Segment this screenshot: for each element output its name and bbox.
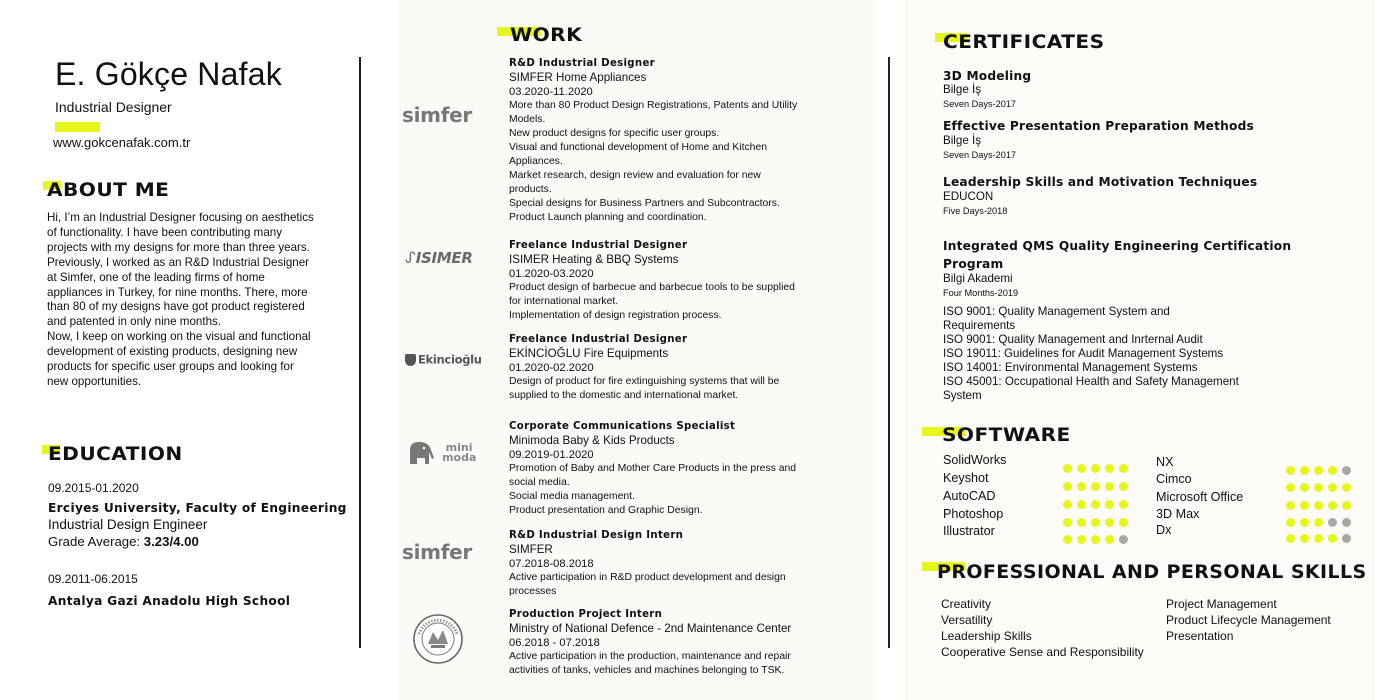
software-name: 3D Max (1156, 507, 1200, 521)
rating-dot-filled (1286, 534, 1295, 543)
software-row (1156, 507, 1199, 521)
about-line: and patented in only nine months. (47, 315, 222, 329)
certificate-detail-line: System (943, 389, 982, 402)
skills-list-right (1166, 596, 1331, 644)
job-description-line: Special designs for Business Partners and Subcontractors. (509, 198, 780, 209)
education-school: Erciyes University, Faculty of Engineering (48, 501, 347, 515)
job-description-line: Promotion of Baby and Mother Care Products in the press and (509, 463, 797, 474)
certificate-title-line: Integrated QMS Quality Engineering Certification (943, 239, 1292, 253)
skill-item: Leadership Skills (941, 629, 1032, 643)
work-entry (509, 608, 791, 678)
job-description-line: Models. (509, 114, 546, 125)
job-description-line: Implementation of design registration process. (509, 310, 722, 321)
work-entry (509, 239, 795, 323)
rating-dot-filled (1286, 466, 1295, 475)
rating-dot-filled (1314, 466, 1323, 475)
isimer-logo (405, 248, 473, 267)
rating-dot-empty (1342, 518, 1351, 527)
job-company: SIMFER (509, 543, 553, 556)
job-title: R&D Industrial Designer (509, 58, 655, 69)
rating-dot-filled (1286, 501, 1295, 510)
about-line: than 80 of my designs have got product registered (47, 300, 305, 314)
job-title: Freelance Industrial Designer (509, 334, 688, 345)
software-name: Microsoft Office (1156, 490, 1244, 504)
certificate-detail-line: Requirements (943, 319, 1016, 332)
rating-dot-filled (1119, 464, 1128, 473)
software-row (943, 507, 1003, 521)
job-dates: 01.2020-02.2020 (509, 362, 594, 374)
flame-icon: ᔑ (405, 249, 416, 267)
about-line: appliances in Turkey, for nine months. There, more (47, 285, 308, 299)
rating-dot-filled (1091, 500, 1100, 509)
job-description-line: activities of tanks, vehicles and machines belonging to TSK. (509, 665, 785, 676)
website-link[interactable]: www.gokcenafak.com.tr (53, 135, 191, 150)
software-name: SolidWorks (943, 453, 1007, 467)
isimer-logo-text: ISIMER (415, 249, 473, 267)
software-row (943, 524, 995, 538)
grade-label: Grade Average: (48, 534, 144, 549)
rating-dot-filled (1314, 501, 1323, 510)
certificate-title: 3D Modeling (943, 69, 1032, 83)
rating-dot-filled (1328, 534, 1337, 543)
rating-dot-filled (1063, 500, 1072, 509)
about-line: development of existing products, designing new (47, 345, 298, 359)
job-dates: 01.2020-03.2020 (509, 268, 594, 280)
rating-dot-filled (1300, 501, 1309, 510)
about-heading: ABOUT ME (47, 179, 170, 201)
rating-dot-empty (1342, 534, 1351, 543)
job-description-line: Product design of barbecue and barbecue tools to be supplied (509, 282, 795, 293)
software-row (943, 471, 989, 485)
column-divider (359, 57, 361, 648)
skill-item: Project Management (1166, 597, 1277, 611)
job-description-line: Appliances. (509, 156, 563, 167)
job-description-line: products. (509, 184, 552, 195)
job-title: Corporate Communications Specialist (509, 421, 736, 432)
rating-dot-filled (1077, 535, 1086, 544)
rating-dot-filled (1328, 501, 1337, 510)
skill-item: Presentation (1166, 629, 1234, 643)
about-line: Hi, I’m an Industrial Designer focusing on aesthetics (47, 211, 314, 224)
certificate-detail-line: ISO 45001: Occupational Health and Safety Management (943, 375, 1239, 388)
certificate-duration: Seven Days-2017 (943, 99, 1017, 109)
certificate-title (943, 237, 1291, 273)
certificate-details (943, 305, 1239, 403)
skill-rating (1063, 458, 1133, 477)
software-row (1156, 455, 1174, 469)
certificate-detail-line: ISO 14001: Environmental Management Systems (943, 361, 1198, 374)
job-description-line: Product presentation and Graphic Design. (509, 505, 703, 516)
software-name: AutoCAD (943, 489, 996, 503)
rating-dot-empty (1119, 535, 1128, 544)
skill-rating (1286, 477, 1356, 496)
skill-rating (1286, 528, 1356, 547)
certificate-detail-line: ISO 9001: Quality Management System and (943, 305, 1170, 318)
certificate-title-line: Program (943, 257, 1004, 271)
job-description-line: Market research, design review and evaluation for new (509, 170, 761, 181)
job-description-line: Active participation in the production, maintenance and repair (509, 651, 791, 662)
skill-item: Creativity (941, 597, 992, 611)
accent-mark-name (55, 122, 100, 132)
education-grade (48, 534, 199, 549)
minimoda-logo (407, 440, 476, 466)
rating-dot-filled (1119, 482, 1128, 491)
profile-name: E. Gökçe Nafak (55, 56, 282, 92)
software-name: NX (1156, 455, 1174, 469)
minimoda-logo-text: mini moda (442, 441, 477, 464)
ekincioglu-logo (405, 349, 482, 368)
software-row (1156, 472, 1192, 486)
job-company: SIMFER Home Appliances (509, 71, 647, 84)
rating-dot-filled (1342, 483, 1351, 492)
about-line: of functionality. I have been contributing many (47, 225, 283, 239)
education-school: Antalya Gazi Anadolu High School (48, 594, 291, 608)
rating-dot-filled (1300, 483, 1309, 492)
rating-dot-filled (1300, 466, 1309, 475)
skill-item: Product Lifecycle Management (1166, 613, 1331, 627)
rating-dot-filled (1077, 464, 1086, 473)
certificate-duration: Seven Days-2017 (943, 150, 1017, 160)
ekincioglu-logo-text: Ekincioğlu (418, 352, 482, 367)
rating-dot-filled (1286, 518, 1295, 527)
rating-dot-filled (1300, 534, 1309, 543)
rating-dot-filled (1077, 500, 1086, 509)
rating-dot-filled (1063, 464, 1072, 473)
education-degree: Industrial Design Engineer (48, 517, 208, 532)
skill-rating (1063, 529, 1133, 548)
job-company: Ministry of National Defence - 2nd Maintenance Center (509, 622, 792, 635)
about-text (47, 211, 347, 390)
software-row (1156, 523, 1171, 537)
rating-dot-empty (1328, 518, 1337, 527)
job-description-line: for international market. (509, 296, 619, 307)
job-description-line: Social media management. (509, 491, 635, 502)
rating-dot-filled (1063, 535, 1072, 544)
certificate-detail-line: ISO 9001: Quality Management and Inrternal Audit (943, 333, 1203, 346)
skills-list-left (941, 596, 1144, 660)
job-title: R&D Industrial Design Intern (509, 530, 684, 541)
job-dates: 07.2018-08.2018 (509, 558, 594, 570)
software-heading: SOFTWARE (942, 424, 1071, 446)
certificate-issuer: Bilge İş (943, 134, 982, 147)
ministry-seal-logo (413, 614, 463, 664)
rating-dot-filled (1091, 535, 1100, 544)
rating-dot-filled (1105, 518, 1114, 527)
simfer-logo: simfer (402, 103, 472, 127)
simfer-logo: simfer (402, 540, 472, 564)
software-name: Photoshop (943, 507, 1004, 521)
grade-value: 3.23/4.00 (143, 534, 199, 549)
rating-dot-filled (1286, 483, 1295, 492)
job-title: Production Project Intern (509, 609, 663, 620)
software-name: Dx (1156, 523, 1172, 537)
rating-dot-filled (1119, 518, 1128, 527)
rating-dot-filled (1091, 464, 1100, 473)
work-entry (509, 57, 797, 225)
software-name: Illustrator (943, 524, 995, 538)
job-dates: 06.2018 - 07.2018 (509, 637, 600, 649)
certificate-detail-line: ISO 19011: Guidelines for Audit Management Systems (943, 347, 1224, 360)
rating-dot-filled (1300, 518, 1309, 527)
rating-dot-filled (1328, 483, 1337, 492)
skills-heading: PROFESSIONAL AND PERSONAL SKILLS (937, 561, 1367, 583)
rating-dot-filled (1105, 464, 1114, 473)
rating-dot-filled (1314, 483, 1323, 492)
work-entry (509, 529, 786, 599)
column-divider (888, 57, 890, 648)
certificates-heading: CERTIFICATES (943, 31, 1105, 53)
job-description-line: Active participation in R&D product development and design (509, 572, 786, 583)
about-line: Now, I keep on working on the visual and functional (47, 330, 311, 344)
rating-dot-filled (1314, 518, 1323, 527)
job-description-line: More than 80 Product Design Registrations, Patents and Utility (509, 100, 798, 111)
about-line: products for specific user groups and looking for (47, 360, 294, 374)
job-description-line: New product designs for specific user groups. (509, 128, 720, 139)
rating-dot-filled (1314, 534, 1323, 543)
job-dates: 03.2020-11.2020 (509, 86, 593, 98)
work-entry (509, 420, 796, 518)
certificate-issuer: Bilgi Akademi (943, 272, 1013, 285)
skill-rating (1063, 476, 1133, 495)
job-company: Minimoda Baby & Kids Products (509, 434, 675, 447)
rating-dot-filled (1077, 482, 1086, 491)
rating-dot-filled (1091, 518, 1100, 527)
rating-dot-filled (1328, 466, 1337, 475)
certificate-duration: Five Days-2018 (943, 206, 1008, 216)
rating-dot-filled (1063, 518, 1072, 527)
skill-item: Versatility (941, 613, 993, 627)
rating-dot-filled (1063, 482, 1072, 491)
rating-dot-filled (1105, 535, 1114, 544)
about-line: new opportunities. (47, 374, 142, 388)
job-description-line: Product Launch planning and coordination. (509, 212, 707, 223)
work-heading: WORK (510, 24, 583, 46)
job-description-line: social media. (509, 477, 570, 488)
job-description-line: Design of product for fire extinguishing systems that will be (509, 376, 780, 387)
job-company: ISIMER Heating & BBQ Systems (509, 253, 679, 266)
about-line: Previously, I worked as an R&D Industrial Designer (47, 255, 310, 269)
rating-dot-filled (1119, 500, 1128, 509)
profile-title: Industrial Designer (55, 99, 172, 115)
job-description-line: Visual and functional development of Home and Kitchen (509, 142, 768, 153)
software-row (1156, 490, 1243, 504)
job-description-line: processes (509, 586, 557, 597)
software-name: Keyshot (943, 471, 989, 485)
job-dates: 09.2019-01.2020 (509, 449, 594, 461)
education-heading: EDUCATION (48, 443, 183, 465)
certificate-issuer: EDUCON (943, 190, 994, 203)
software-row (943, 489, 996, 503)
about-line: projects with my designs for more than three years. (47, 240, 310, 254)
certificate-issuer: Bilge İş (943, 83, 982, 96)
work-entry (509, 333, 779, 403)
job-description-line: supplied to the domestic and international market. (509, 390, 739, 401)
rating-dot-filled (1342, 501, 1351, 510)
rating-dot-empty (1342, 466, 1351, 475)
certificate-title: Effective Presentation Preparation Methods (943, 119, 1254, 133)
rating-dot-filled (1091, 482, 1100, 491)
software-name: Cimco (1156, 472, 1192, 486)
seal-icon (413, 614, 463, 664)
software-row (943, 453, 1006, 467)
skill-rating (1063, 494, 1133, 513)
education-dates: 09.2015-01.2020 (48, 481, 139, 495)
rating-dot-filled (1105, 500, 1114, 509)
elephant-icon (407, 440, 437, 466)
shield-icon (405, 354, 416, 366)
job-company: EKİNCİOĞLU Fire Equipments (509, 347, 669, 360)
rating-dot-filled (1077, 518, 1086, 527)
job-title: Freelance Industrial Designer (509, 240, 688, 251)
certificate-duration: Four Months-2019 (943, 288, 1019, 298)
skill-item: Cooperative Sense and Responsibility (941, 645, 1144, 659)
certificate-title: Leadership Skills and Motivation Techniques (943, 175, 1258, 189)
rating-dot-filled (1105, 482, 1114, 491)
about-line: at Simfer, one of the leading firms of home (47, 270, 265, 284)
education-dates: 09.2011-06.2015 (48, 572, 138, 586)
